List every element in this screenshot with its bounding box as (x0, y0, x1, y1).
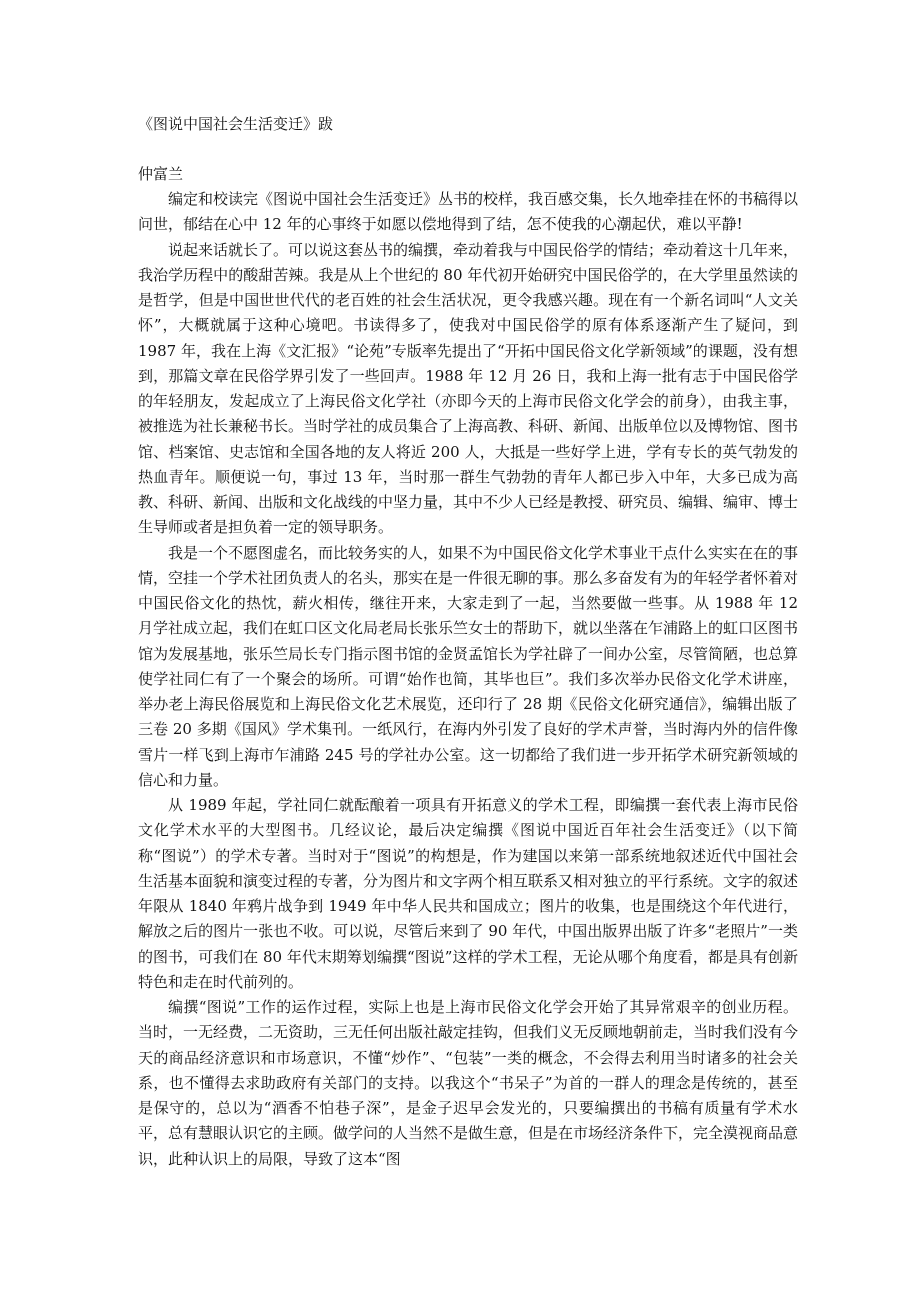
paragraph-5: 编撰“图说”工作的运作过程，实际上也是上海市民俗文化学会开始了其异常艰辛的创业历程。当时，一无经费，二无资助，三无任何出版社敲定挂钩，但我们义无反顾地朝前走，当时我们没有今天的商品经济意识和市场意识，不懂“炒作”、“包装”一类的概念，不会得去利用当时诸多的社会关系，也不懂得去求助政府有关部门的支持。以我这个“书呆子”为首的一群人的理念是传统的，甚至是保守的，总以为“酒香不怕巷子深”，是金子迟早会发光的，只要编撰出的书稿有质量有学术水平，总有慧眼认识它的主顾。做学问的人当然不是做生意，但是在市场经济条件下，完全漠视商品意识，此种认识上的局限，导致了这本“图 (138, 998, 799, 1168)
paragraph-2: 说起来话就长了。可以说这套丛书的编撰，牵动着我与中国民俗学的情结；牵动着这十几年来，我治学历程中的酸甜苦辣。我是从上个世纪的 80 年代初开始研究中国民俗学的，在大学里虽然读的是哲学，但是中国世世代代的老百姓的社会生活状况，更令我感兴趣。现在有一个新名词叫“人文关怀”，大概就属于这种心境吧。书读得多了，使我对中国民俗学的原有体系逐渐产生了疑问，到 1987 年，我在上海《文汇报》“论苑”专版率先提出了“开拓中国民俗文化学新领域”的课题，没有想到，那篇文章在民俗学界引发了一些回声。1988 年 12 月 26 日，我和上海一批有志于中国民俗学的年轻朋友，发起成立了上海民俗文化学社（亦即今天的上海市民俗文化学会的前身），由我主事，被推选为社长兼秘书长。当时学社的成员集合了上海高教、科研、新闻、出版单位以及博物馆、图书馆、档案馆、史志馆和全国各地的友人将近 200 人，大抵是一些好学上进，学有专长的英气勃发的热血青年。顺便说一句，事过 13 年，当时那一群生气勃勃的青年人都已步入中年，大多已成为高教、科研、新闻、出版和文化战线的中坚力量，其中不少人已经是教授、研究员、编辑、编审、博士生导师或者是担负着一定的领导职务。 (138, 240, 799, 537)
document-title: 《图说中国社会生活变迁》跋 (138, 115, 334, 133)
paragraph-1: 编定和校读完《图说中国社会生活变迁》丛书的校样，我百感交集，长久地牵挂在怀的书稿得以问世，郁结在心中 12 年的心事终于如愿以偿地得到了结，怎不使我的心潮起伏，难以平静! (138, 190, 799, 234)
paragraph-3: 我是一个不愿图虚名，而比较务实的人，如果不为中国民俗文化学术事业干点什么实实在在的事情，空挂一个学术社团负责人的名头，那实在是一件很无聊的事。那么多奋发有为的年轻学者怀着对中国民俗文化的热忱，薪火相传，继往开来，大家走到了一起，当然要做一些事。从 1988 年 12 月学社成立起，我们在虹口区文化局老局长张乐竺女士的帮助下，就以坐落在乍浦路上的虹口区图书馆为发展基地，张乐竺局长专门指示图书馆的金贤孟馆长为学社辟了一间办公室，尽管简陋，也总算使学社同仁有了一个聚会的场所。可谓“始作也简，其毕也巨”。我们多次举办民俗文化学术讲座，举办老上海民俗展览和上海民俗文化艺术展览，还印行了 28 期《民俗文化研究通信》，编辑出版了三卷 20 多期《国风》学术集刊。一纸风行，在海内外引发了良好的学术声誉，当时海内外的信件像雪片一样飞到上海市乍浦路 245 号的学社办公室。这一切都给了我们进一步开拓学术研究新领域的信心和力量。 (138, 543, 799, 789)
document-page (138, 112, 798, 1172)
paragraph-4: 从 1989 年起，学社同仁就酝酿着一项具有开拓意义的学术工程，即编撰一套代表上海市民俗文化学术水平的大型图书。几经议论，最后决定编撰《图说中国近百年社会生活变迁》（以下简称“图说”）的学术专著。当时对于“图说”的构想是，作为建国以来第一部系统地叙述近代中国社会生活基本面貌和演变过程的专著，分为图片和文字两个相互联系又相对独立的平行系统。文字的叙述年限从 1840 年鸦片战争到 1949 年中华人民共和国成立；图片的收集，也是围绕这个年代进行，解放之后的图片一张也不收。可以说，尽管后来到了 90 年代，中国出版界出版了许多“老照片”一类的图书，可我们在 80 年代末期筹划编撰“图说”这样的学术工程，无论从哪个角度看，都是具有创新特色和走在时代前列的。 (138, 796, 799, 991)
author-name: 仲富兰 (138, 165, 184, 183)
